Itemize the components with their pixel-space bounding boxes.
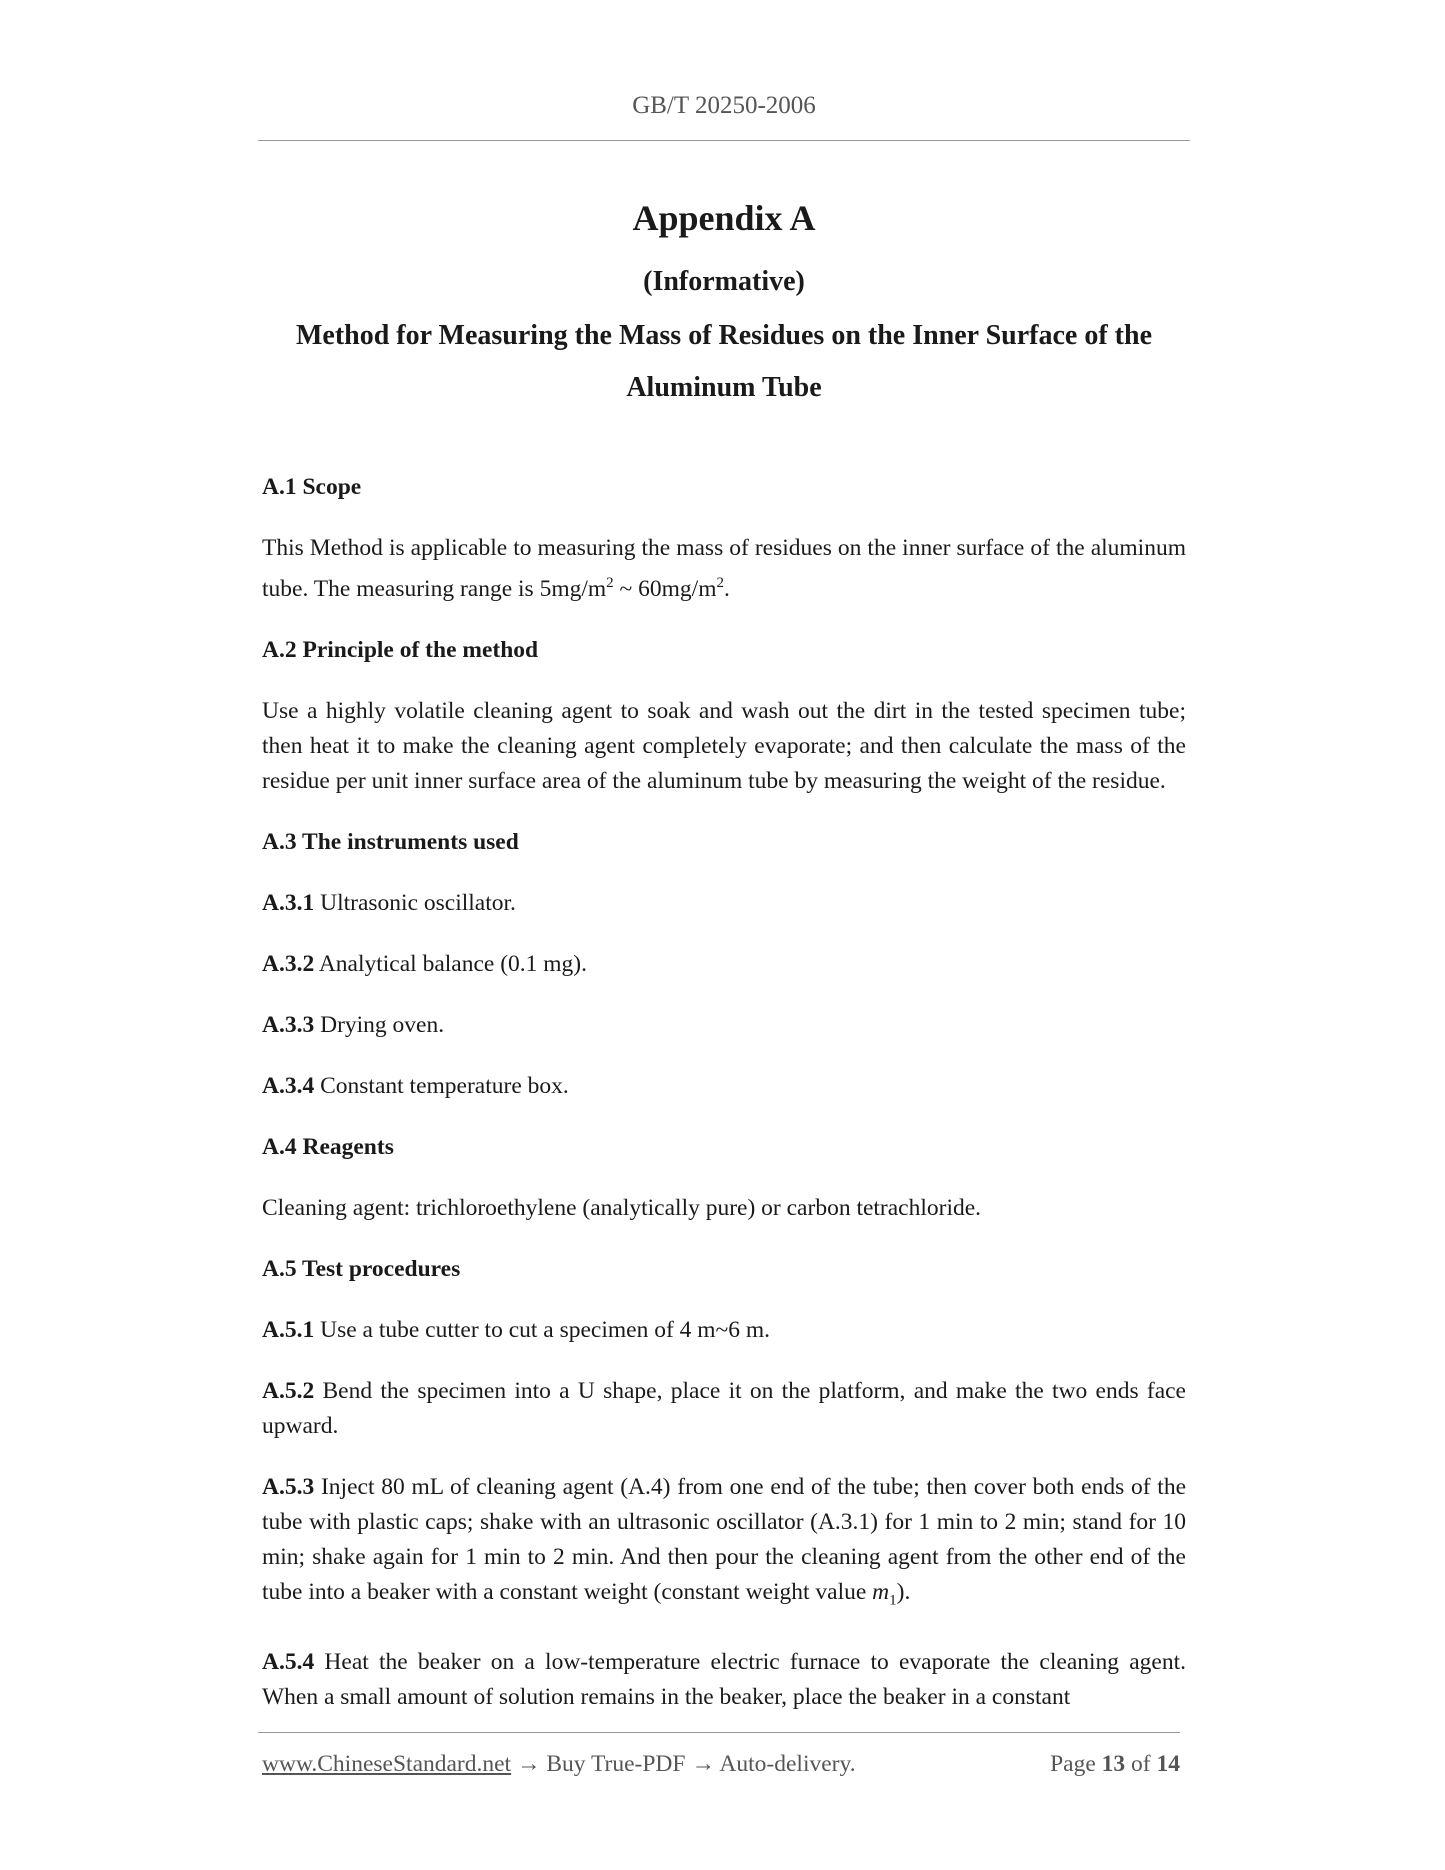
appendix-description	[258, 310, 1190, 414]
section-heading-a1: A.1 Scope	[262, 474, 362, 500]
clause-number: A.5.2	[262, 1377, 315, 1404]
instrument-item	[262, 886, 1186, 921]
a1-text-part: ~ 60mg/m	[613, 575, 717, 602]
a1-superscript: 2	[606, 575, 614, 591]
instrument-item	[262, 947, 1186, 982]
website-link[interactable]: www.ChineseStandard.net	[262, 1751, 512, 1777]
appendix-title-block	[258, 190, 1190, 414]
clause-text: Inject 80 mL of cleaning agent (A.4) from one end of the tube; then cover both ends of the tube with plastic caps; shake with an ultrasonic oscillator (A.3.1) for 1 min to 2 min; stand for 10 min; shake again for 1 min to 2 min. And then pour the cleaning agent from the other end of the tube into a beaker with a constant weight (constant weight value	[262, 1473, 1186, 1605]
page-label: Page	[1050, 1751, 1096, 1777]
section-a1-paragraph	[262, 531, 1186, 607]
page-number: 13	[1101, 1751, 1126, 1777]
arrow-icon: →	[511, 1751, 547, 1777]
section-a4-paragraph: Cleaning agent: trichloroethylene (analytically pure) or carbon tetrachloride.	[262, 1194, 982, 1221]
instrument-item	[262, 1008, 1186, 1043]
clause-number: A.5.1	[262, 1316, 315, 1343]
section-heading-a3: A.3 The instruments used	[262, 828, 519, 855]
a1-superscript: 2	[716, 575, 724, 591]
buy-pdf-link[interactable]: Buy True-PDF	[546, 1751, 686, 1777]
document-id: GB/T 20250-2006	[632, 92, 816, 119]
document-header	[258, 92, 1190, 120]
appendix-description-line-1: Method for Measuring the Mass of Residues on the Inner Surface of the	[295, 320, 1153, 351]
section-heading-a5: A.5 Test procedures	[262, 1255, 461, 1282]
a1-text-part: This Method is applicable to measuring the mass of residues on the inner surface of the aluminum tube. The measuring range is 5mg/m	[262, 535, 1186, 602]
section-a2-paragraph: Use a highly volatile cleaning agent to soak and wash out the dirt in the tested specimen tube; then heat it to make the cleaning agent completely evaporate; and then calculate the mass of the residue per unit inner surface area of the aluminum tube by measuring the weight of the residue.	[262, 697, 1186, 794]
clause-text: Bend the specimen into a U shape, place it on the platform, and make the two ends face upward.	[262, 1377, 1186, 1439]
procedure-item	[262, 1470, 1186, 1619]
clause-number: A.3.2	[262, 950, 315, 977]
delivery-text: Auto-delivery.	[719, 1751, 856, 1777]
procedure-item	[262, 1374, 1186, 1444]
a1-text-part: .	[723, 575, 730, 602]
clause-number: A.5.3	[262, 1473, 315, 1500]
appendix-type: (Informative)	[643, 266, 805, 297]
page-indicator	[1050, 1751, 1180, 1778]
clause-number: A.5.4	[262, 1648, 315, 1675]
page-footer	[262, 1751, 1180, 1778]
clause-text: Use a tube cutter to cut a specimen of 4 m~6 m.	[314, 1316, 771, 1343]
of-label: of	[1131, 1751, 1151, 1777]
mass-variable-subscript: 1	[889, 1592, 897, 1609]
footer-divider	[258, 1732, 1180, 1733]
clause-number: A.3.4	[262, 1072, 315, 1099]
appendix-description-line-2: Aluminum Tube	[626, 372, 822, 403]
appendix-title: Appendix A	[632, 198, 816, 238]
clause-text: Drying oven.	[314, 1011, 445, 1038]
instrument-item	[262, 1069, 1186, 1104]
document-body	[262, 470, 1186, 1741]
clause-text: Analytical balance (0.1 mg).	[314, 950, 587, 977]
header-divider	[258, 140, 1190, 141]
section-heading-a2: A.2 Principle of the method	[262, 636, 539, 663]
procedure-item	[262, 1645, 1186, 1715]
mass-variable: m	[872, 1578, 890, 1605]
procedure-item	[262, 1313, 1186, 1348]
section-heading-a4: A.4 Reagents	[262, 1133, 394, 1160]
clause-text: Ultrasonic oscillator.	[314, 889, 516, 916]
page-total: 14	[1156, 1751, 1180, 1777]
clause-text: Constant temperature box.	[314, 1072, 569, 1099]
arrow-icon: →	[685, 1751, 720, 1777]
clause-number: A.3.1	[262, 889, 315, 916]
clause-number: A.3.3	[262, 1011, 315, 1038]
clause-text-end: ).	[896, 1578, 911, 1605]
clause-text: Heat the beaker on a low-temperature electric furnace to evaporate the cleaning agent. When a small amount of solution remains in the beaker, place the beaker in a constant	[262, 1648, 1186, 1710]
